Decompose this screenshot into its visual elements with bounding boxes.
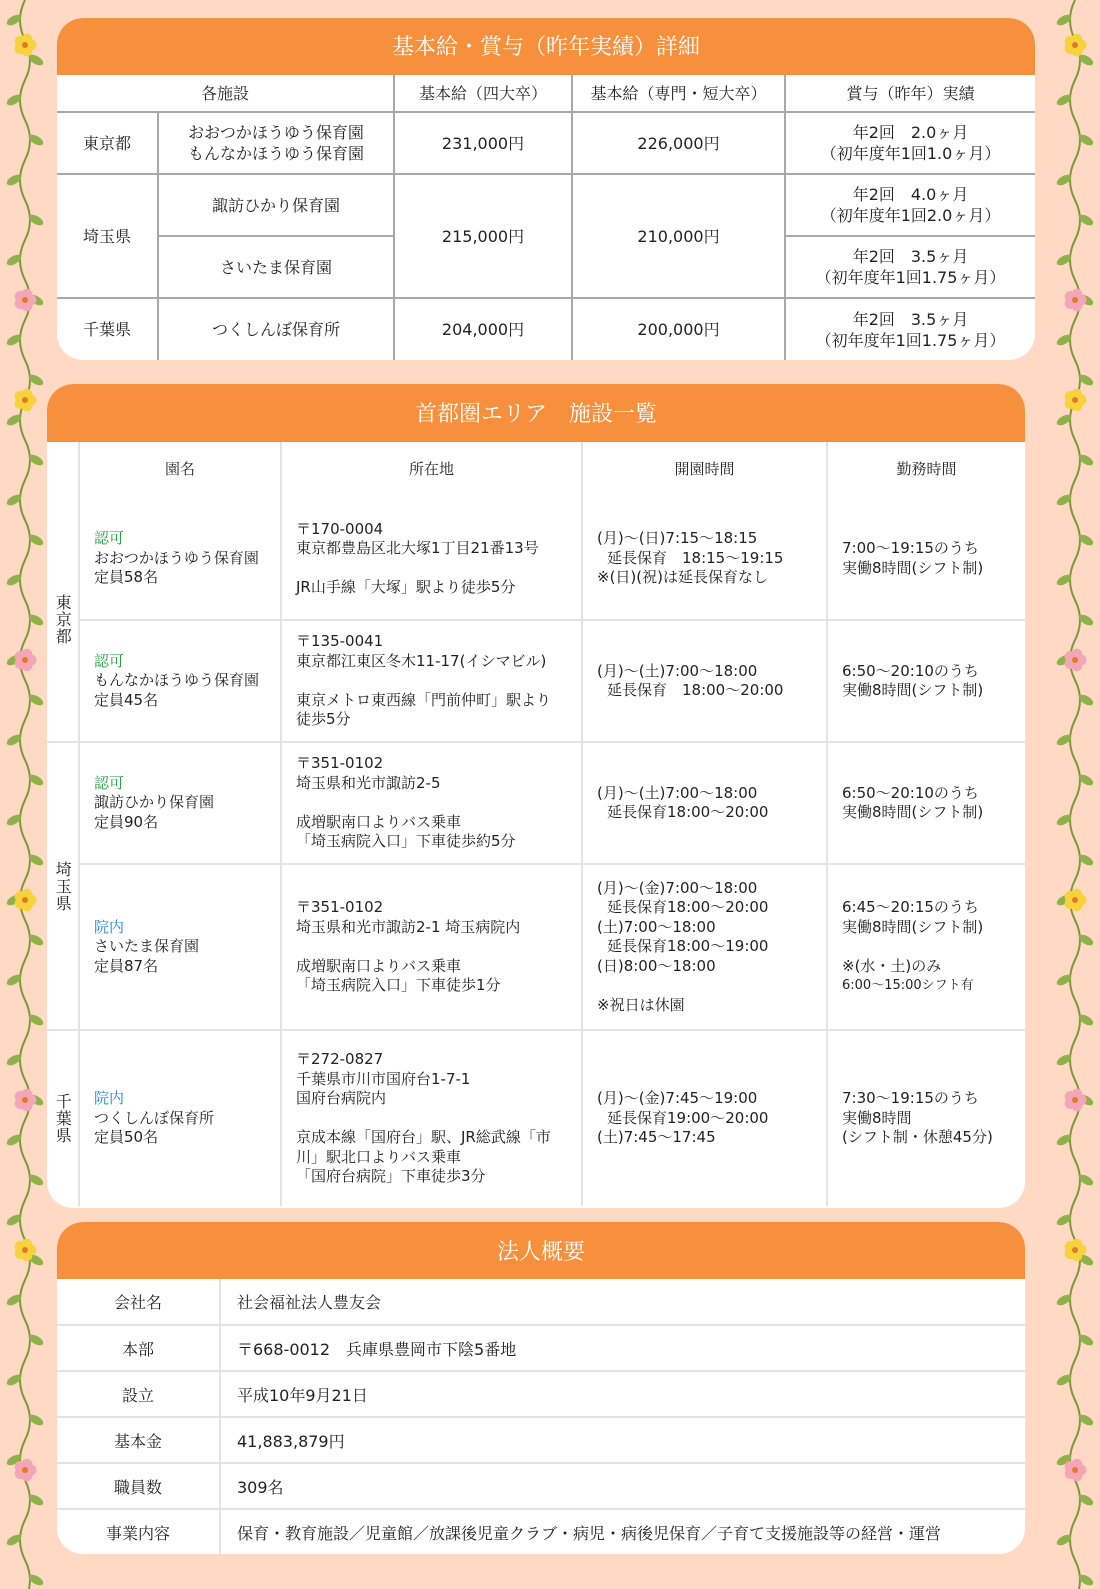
work-cell [827,1030,1025,1206]
hours-cell [582,742,827,864]
bonus-line: （初年度年1回2.0ヶ月） [820,206,1001,225]
work-line: 実働8時間(シフト制) [842,558,984,577]
address-line: 千葉県市川市国府台1-7-1 [296,1069,471,1088]
base-univ-cell: 231,000円 [394,112,572,174]
address-cell [281,742,582,864]
facility-name-cell [79,864,281,1030]
facility-name-cell [79,742,281,864]
corp-row [57,1371,1025,1417]
bonus-line: 年2回 3.5ヶ月 [852,247,969,266]
bonus-line: （初年度年1回1.75ヶ月） [815,330,1006,350]
corp-title: 法人概要 [57,1222,1025,1279]
header-base-college: 基本給（専門・短大卒） [572,75,785,112]
corp-value: 保育・教育施設／児童館／放課後児童クラブ・病児・病後児保育／子育て支援施設等の経営・運営 [237,1524,942,1543]
corp-key: 職員数 [57,1463,220,1509]
flower-vine-icon [0,0,50,1589]
facility-name-cell [79,620,281,742]
facility-row [47,864,1025,1030]
address-line: 東京都豊島区北大塚1丁目21番13号 [296,539,539,557]
base-univ-cell: 215,000円 [394,174,572,298]
facility-cell: さいたま保育園 [158,236,394,298]
license-badge: 認可 [94,529,125,548]
hours-line: (月)～(金)7:00～18:00 [597,878,758,897]
work-line: (シフト制・休憩45分) [842,1128,993,1147]
address-cell [281,498,582,620]
pref-cell: 埼玉県 [47,742,79,1030]
bonus-line: 年2回 2.0ヶ月 [852,123,969,142]
address-line: 川」駅北口よりバス乗車 [296,1147,462,1166]
hours-line: (土)7:45～17:45 [597,1128,716,1147]
facility-cell [158,112,394,174]
facility-name: おおつかほうゆう保育園 [188,123,364,142]
corp-key: 会社名 [57,1279,220,1325]
hours-line: (土)7:00～18:00 [597,917,716,936]
address-line [296,793,581,813]
license-badge: 院内 [94,917,125,936]
facilities-title: 首都圏エリア 施設一覧 [47,384,1025,442]
hours-line: (月)～(日)7:15～18:15 [597,529,758,548]
address-line: 京成本線「国府台」駅、JR総武線「市 [296,1128,551,1147]
corp-key: 設立 [57,1371,220,1417]
corp-key: 事業内容 [57,1509,220,1554]
bonus-cell [785,174,1035,236]
work-cell [827,864,1025,1030]
address-line: 〒135-0041 [296,632,384,651]
facility-name: さいたま保育園 [94,937,200,956]
facility-cell: つくしんぼ保育所 [158,298,394,360]
address-line: 埼玉県和光市諏訪2-1 埼玉病院内 [296,917,521,936]
work-line: 6:50～20:10のうち [842,661,979,680]
facility-name: もんなかほうゆう保育園 [94,671,260,690]
corp-row [57,1279,1025,1325]
address-line: JR山手線「大塚」駅より徒歩5分 [296,578,516,596]
facility-cell: 諏訪ひかり保育園 [158,174,394,236]
address-line: 〒351-0102 [296,754,384,773]
header-blank [47,442,79,498]
license-badge: 認可 [94,773,125,792]
address-line: 東京都江東区冬木11-17(イシマビル) [296,651,547,670]
facility-name: もんなかほうゆう保育園 [188,144,365,163]
address-line: 東京メトロ東西線「門前仲町」駅より [296,690,552,709]
capacity: 定員87名 [94,956,159,975]
hours-line: ※(日)(祝)は延長保育なし [597,568,768,587]
address-line: 国府台病院内 [296,1089,387,1108]
pref-cell: 千葉県 [57,298,158,360]
capacity: 定員90名 [94,812,159,831]
address-line: 「国府台病院」下車徒歩3分 [296,1167,486,1186]
base-college-cell: 226,000円 [572,112,785,174]
pref-cell: 東京都 [47,498,79,742]
address-line [296,937,581,957]
address-line: 「埼玉病院入口」下車徒歩約5分 [296,832,516,851]
salary-table [57,75,1035,360]
facility-name: つくしんぼ保育所 [94,1108,215,1127]
base-college-cell: 200,000円 [572,298,785,360]
address-cell [281,620,582,742]
hours-cell [582,498,827,620]
capacity: 定員45名 [94,690,159,709]
work-line: 7:00～19:15のうち [842,539,979,557]
hours-line: 延長保育19:00～20:00 [607,1108,769,1127]
base-univ-cell: 204,000円 [394,298,572,360]
bonus-cell [785,112,1035,174]
corp-value: 309名 [220,1463,1025,1509]
corp-value: 〒668-0012 兵庫県豊岡市下陰5番地 [220,1325,1025,1371]
bonus-line: （初年度年1回1.75ヶ月） [815,268,1006,287]
facilities-table [47,442,1025,1206]
header-facility: 各施設 [57,75,394,112]
address-line: 埼玉県和光市諏訪2-5 [296,773,441,792]
work-line: 実働8時間 [842,1108,912,1127]
work-line: 7:30～19:15のうち [842,1089,979,1108]
license-badge: 院内 [94,1089,125,1108]
address-line [296,671,581,691]
pref-cell: 埼玉県 [57,174,158,298]
address-line: 〒170-0004 [296,519,384,538]
bonus-line: 年2回 4.0ヶ月 [852,185,969,204]
address-line: 「埼玉病院入口」下車徒歩1分 [296,976,501,995]
work-line: ※(水・土)のみ [842,956,942,975]
corp-row [57,1463,1025,1509]
pref-cell: 東京都 [57,112,158,174]
facility-row [47,498,1025,620]
header-bonus: 賞与（昨年）実績 [785,75,1035,112]
hours-line: 延長保育 18:15～19:15 [607,548,784,567]
hours-line: (月)～(土)7:00～18:00 [597,661,758,680]
work-line: 6:45～20:15のうち [842,898,979,917]
work-cell [827,498,1025,620]
header-base-univ: 基本給（四大卒） [394,75,572,112]
corp-key: 本部 [57,1325,220,1371]
corp-value: 平成10年9月21日 [220,1371,1025,1417]
facility-row [47,620,1025,742]
hours-cell [582,1030,827,1206]
facility-name: おおつかほうゆう保育園 [94,548,259,567]
hours-line: 延長保育 18:00～20:00 [607,681,784,699]
corp-table [57,1279,1025,1554]
facility-name-cell [79,498,281,620]
header-address: 所在地 [281,442,582,498]
salary-card [57,18,1035,360]
work-line: 実働8時間(シフト制) [842,803,984,821]
corp-card [57,1222,1025,1554]
work-line [842,937,1025,957]
salary-title: 基本給・賞与（昨年実績）詳細 [57,18,1035,75]
hours-line: 延長保育18:00～19:00 [607,937,769,956]
capacity: 定員50名 [94,1128,159,1147]
corp-value: 社会福祉法人豊友会 [220,1279,1025,1325]
bonus-line: 年2回 3.5ヶ月 [852,309,969,329]
hours-line: (月)～(土)7:00～18:00 [597,783,758,802]
work-line: 6:00～15:00シフト有 [842,978,974,994]
facility-row [47,1030,1025,1206]
address-line: 成増駅南口よりバス乗車 [296,812,462,831]
corp-row [57,1325,1025,1371]
corp-row [57,1509,1025,1554]
license-badge: 認可 [94,651,125,670]
pref-cell: 千葉県 [47,1030,79,1206]
facility-name-cell [79,1030,281,1206]
header-name: 園名 [79,442,281,498]
bonus-cell [785,236,1035,298]
address-line: 成増駅南口よりバス乗車 [296,956,462,975]
address-line: 〒272-0827 [296,1050,384,1069]
facilities-card [47,384,1025,1208]
base-college-cell: 210,000円 [572,174,785,298]
bonus-cell [785,298,1035,360]
capacity: 定員58名 [94,568,159,587]
corp-value: 41,883,879円 [220,1417,1025,1463]
address-cell [281,864,582,1030]
flower-vine-icon [1050,0,1100,1589]
work-line: 実働8時間(シフト制) [842,917,984,936]
facility-row [47,742,1025,864]
header-work: 勤務時間 [896,460,957,479]
hours-cell [582,864,827,1030]
hours-line: 延長保育18:00～20:00 [607,803,769,821]
work-line: 実働8時間(シフト制) [842,681,984,699]
hours-line [597,976,826,996]
work-cell [827,742,1025,864]
facility-name: 諏訪ひかり保育園 [94,793,215,812]
address-line: 〒351-0102 [296,898,384,917]
address-cell [281,1030,582,1206]
corp-row [57,1417,1025,1463]
hours-line: 延長保育18:00～20:00 [607,898,769,917]
address-line [296,1109,581,1129]
address-line [296,559,581,579]
work-line: 6:50～20:10のうち [842,783,979,802]
address-line: 徒歩5分 [296,710,351,729]
header-hours: 開園時間 [582,442,827,498]
work-cell [827,620,1025,742]
hours-line: ※祝日は休園 [597,995,685,1014]
corp-key: 基本金 [57,1417,220,1463]
hours-cell [582,620,827,742]
hours-line: (月)～(金)7:45～19:00 [597,1089,758,1108]
bonus-line: （初年度年1回1.0ヶ月） [820,144,1001,163]
hours-line: (日)8:00～18:00 [597,956,716,975]
